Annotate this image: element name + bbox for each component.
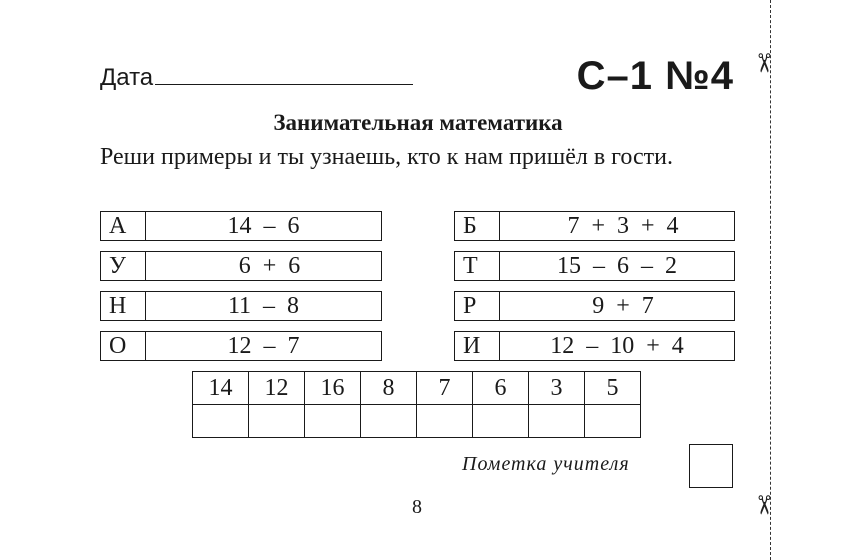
answer-letter-cell[interactable] [305, 405, 361, 438]
answer-number: 12 [249, 372, 305, 405]
answer-letter-cell[interactable] [529, 405, 585, 438]
example-box [454, 291, 735, 321]
answer-number: 3 [529, 372, 585, 405]
example-letter: Т [455, 252, 500, 280]
answer-letter-cell[interactable] [417, 405, 473, 438]
answer-letter-cell[interactable] [193, 405, 249, 438]
example-letter: О [101, 332, 146, 360]
example-letter: А [101, 212, 146, 240]
example-expression: 12 – 10 + 4 [550, 332, 684, 359]
answer-letter-cell[interactable] [473, 405, 529, 438]
example-box [454, 211, 735, 241]
teacher-mark-box[interactable] [689, 444, 733, 488]
example-letter: Р [455, 292, 500, 320]
answer-number: 6 [473, 372, 529, 405]
answer-letter-cell[interactable] [585, 405, 641, 438]
answer-letters-row [193, 405, 641, 438]
example-expression: 12 – 7 [227, 332, 300, 359]
page-title: Занимательная математика [273, 110, 563, 135]
teacher-note-label: Пометка учителя [462, 453, 630, 475]
answer-number: 5 [585, 372, 641, 405]
example-box [100, 331, 382, 361]
example-box [454, 331, 735, 361]
scissors-icon: ✂ [747, 494, 778, 516]
example-expression: 15 – 6 – 2 [557, 252, 677, 279]
example-expression: 14 – 6 [227, 212, 300, 239]
example-box [100, 251, 382, 281]
answer-numbers-row [193, 372, 641, 405]
answer-number: 8 [361, 372, 417, 405]
date-label: Дата [100, 64, 154, 91]
example-box [100, 211, 382, 241]
example-letter: Н [101, 292, 146, 320]
cut-line [770, 0, 771, 560]
date-field [100, 64, 413, 92]
page-number: 8 [412, 496, 422, 518]
example-letter: У [101, 252, 146, 280]
example-letter: Б [455, 212, 500, 240]
scissors-icon: ✂ [747, 52, 778, 74]
task-id: С–1 №4 [576, 54, 734, 98]
example-box [100, 291, 382, 321]
date-input-line[interactable] [155, 64, 413, 85]
example-letter: И [455, 332, 500, 360]
answer-number: 16 [305, 372, 361, 405]
example-expression: 11 – 8 [227, 292, 300, 319]
answer-letter-cell[interactable] [249, 405, 305, 438]
answer-number: 14 [193, 372, 249, 405]
example-box [454, 251, 735, 281]
example-expression: 6 + 6 [226, 252, 301, 279]
example-expression: 9 + 7 [580, 292, 654, 319]
example-expression: 7 + 3 + 4 [555, 212, 679, 239]
answer-letter-cell[interactable] [361, 405, 417, 438]
answer-grid [192, 371, 641, 438]
answer-number: 7 [417, 372, 473, 405]
instruction-text: Реши примеры и ты узнаешь, кто к нам пришёл в гости. [100, 144, 673, 170]
